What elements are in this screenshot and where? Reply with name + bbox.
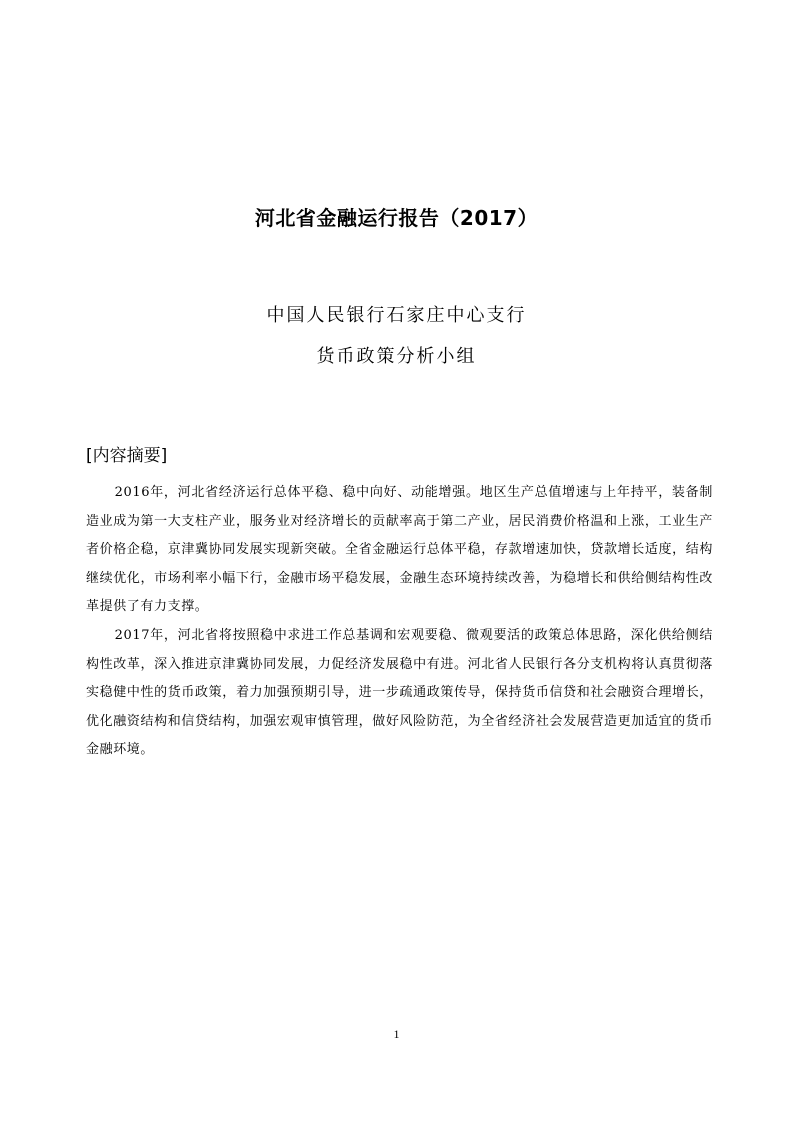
report-title: 河北省金融运行报告（2017）	[254, 206, 539, 230]
abstract-paragraph: 2016年，河北省经济运行总体平稳、稳中向好、动能增强。地区生产总值增速与上年持平，装备制造业成为第一大支柱产业，服务业对经济增长的贡献率高于第二产业，居民消费价格温和上涨，工业生产者价格企稳，京津冀协同发展实现新突破。全省金融运行总体平稳，存款增速加快，贷款增长适度，结构继续优化，市场利率小幅下行，金融市场平稳发展，金融生态环境持续改善，为稳增长和供给侧结构性改革提供了有力支撑。	[86, 485, 713, 615]
abstract-paragraph: 2017年，河北省将按照稳中求进工作总基调和宏观要稳、微观要活的政策总体思路，深化供给侧结构性改革，深入推进京津冀协同发展，力促经济发展稳中有进。河北省人民银行各分支机构将认真贯彻落实稳健中性的货币政策，着力加强预期引导，进一步疏通政策传导，保持货币信贷和社会融资合理增长，优化融资结构和信贷结构，加强宏观审慎管理，做好风险防范，为全省经济社会发展营造更加适宜的货币金融环境。	[86, 627, 713, 758]
abstract-heading: [内容摘要]	[86, 446, 168, 466]
issuing-organization: 中国人民银行石家庄中心支行	[266, 305, 527, 326]
abstract-body	[86, 479, 713, 765]
page-number: 1	[393, 1027, 400, 1041]
issuing-group: 货币政策分析小组	[316, 346, 477, 367]
